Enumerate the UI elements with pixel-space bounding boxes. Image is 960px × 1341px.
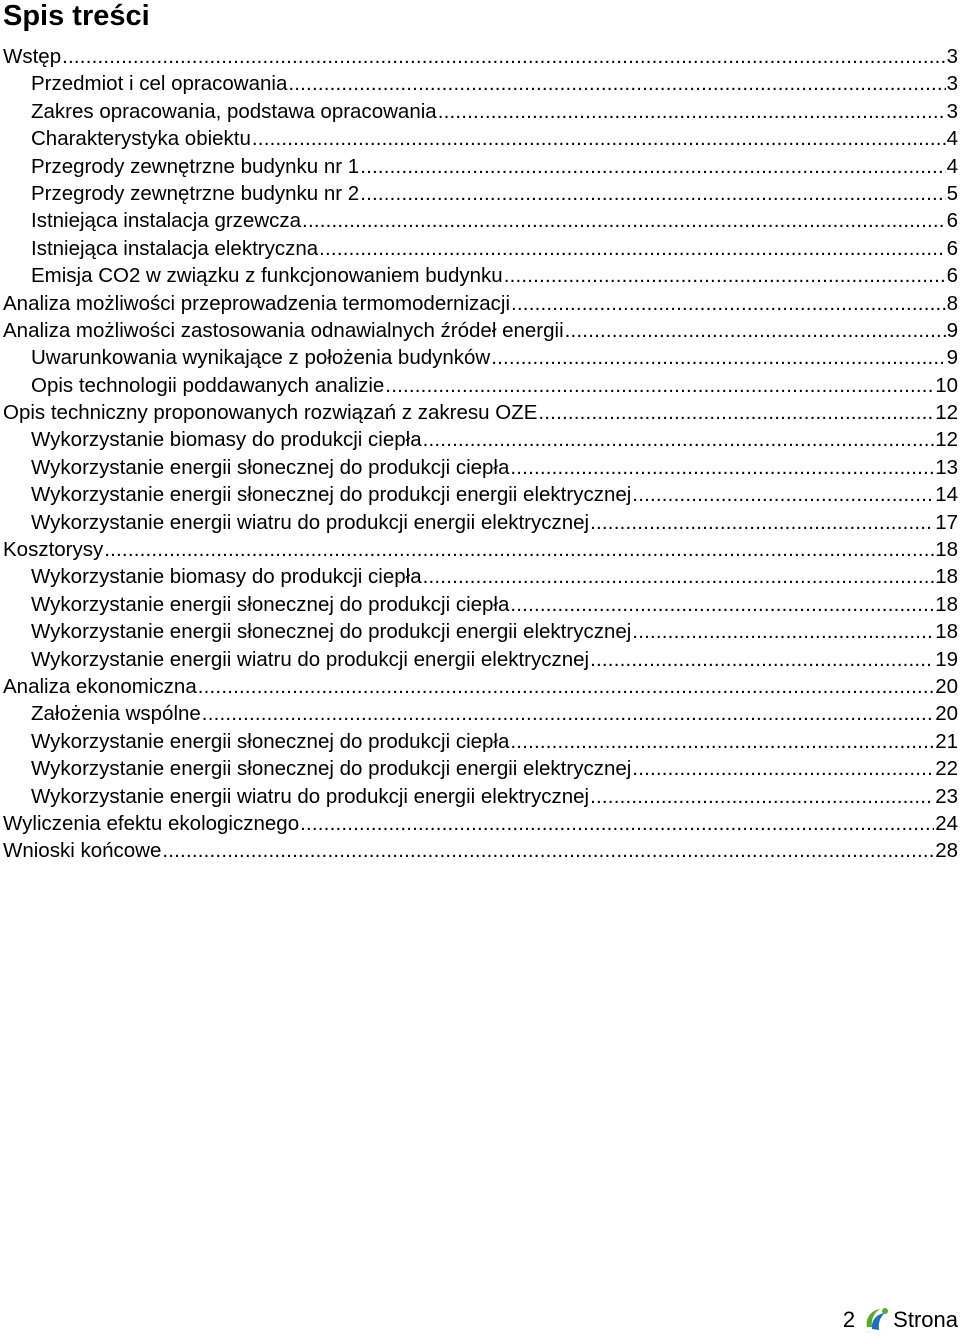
toc-entry-page-number: 24 — [935, 811, 958, 835]
toc-dot-leader — [302, 207, 946, 234]
toc-entry[interactable] — [0, 98, 960, 125]
toc-entry-page-number: 8 — [946, 291, 958, 315]
footer-page-number: 2 — [842, 1307, 856, 1332]
toc-dot-leader — [590, 783, 934, 810]
toc-entry-page-number: 10 — [935, 373, 958, 397]
toc-dot-leader — [162, 837, 934, 864]
toc-dot-leader — [300, 810, 934, 837]
toc-dot-leader — [510, 728, 934, 755]
toc-entry-page-number: 18 — [935, 565, 958, 589]
toc-dot-leader — [511, 290, 946, 317]
toc-dot-leader — [491, 344, 945, 371]
toc-entry[interactable] — [0, 262, 960, 289]
toc-entry[interactable] — [0, 290, 960, 317]
toc-entry[interactable] — [0, 618, 960, 645]
toc-entry-page-number: 13 — [935, 455, 958, 479]
toc-entry[interactable] — [0, 125, 960, 152]
toc-entry-title: Opis techniczny proponowanych rozwiązań z zakresu OZE — [3, 401, 538, 425]
footer-label: Strona — [893, 1307, 958, 1332]
toc-entry-page-number: 12 — [935, 428, 958, 452]
toc-entry-page-number: 14 — [935, 483, 958, 507]
toc-entry-page-number: 20 — [935, 702, 958, 726]
toc-entry-title: Wykorzystanie energii słonecznej do produkcji ciepła — [31, 592, 510, 616]
toc-entry-title: Wykorzystanie energii wiatru do produkcji energii elektrycznej — [31, 647, 590, 671]
toc-entry-title: Istniejąca instalacja grzewcza — [31, 209, 302, 233]
toc-entry-title: Wykorzystanie energii słonecznej do produkcji energii elektrycznej — [31, 757, 632, 781]
toc-dot-leader — [423, 563, 935, 590]
toc-entry[interactable] — [0, 673, 960, 700]
toc-dot-leader — [438, 98, 946, 125]
toc-entry[interactable] — [0, 783, 960, 810]
toc-entry-title: Analiza możliwości przeprowadzenia termomodernizacji — [3, 291, 511, 315]
toc-dot-leader — [385, 372, 934, 399]
toc-entry[interactable] — [0, 646, 960, 673]
table-of-contents — [0, 43, 960, 865]
toc-dot-leader — [288, 70, 945, 97]
toc-entry-page-number: 6 — [946, 209, 958, 233]
toc-entry-title: Wyliczenia efektu ekologicznego — [3, 811, 300, 835]
toc-entry-page-number: 9 — [946, 318, 958, 342]
toc-entry[interactable] — [0, 700, 960, 727]
toc-entry-title: Zakres opracowania, podstawa opracowania — [31, 99, 437, 123]
toc-entry-page-number: 20 — [935, 674, 958, 698]
toc-entry[interactable] — [0, 43, 960, 70]
toc-dot-leader — [104, 536, 934, 563]
toc-entry-page-number: 6 — [946, 236, 958, 260]
toc-entry-title: Wykorzystanie energii słonecznej do produkcji ciepła — [31, 455, 510, 479]
toc-entry-page-number: 21 — [935, 729, 958, 753]
toc-dot-leader — [590, 646, 934, 673]
toc-entry[interactable] — [0, 728, 960, 755]
toc-entry-title: Charakterystyka obiektu — [31, 127, 251, 151]
toc-entry[interactable] — [0, 153, 960, 180]
toc-dot-leader — [632, 755, 934, 782]
toc-entry-page-number: 4 — [946, 127, 958, 151]
toc-entry-title: Wykorzystanie energii słonecznej do produkcji ciepła — [31, 729, 510, 753]
toc-entry-title: Wykorzystanie energii wiatru do produkcji energii elektrycznej — [31, 510, 590, 534]
toc-entry-title: Przedmiot i cel opracowania — [31, 72, 288, 96]
toc-entry[interactable] — [0, 399, 960, 426]
toc-entry-title: Istniejąca instalacja elektryczna — [31, 236, 319, 260]
toc-dot-leader — [319, 235, 945, 262]
toc-entry[interactable] — [0, 372, 960, 399]
toc-dot-leader — [504, 262, 946, 289]
toc-entry-page-number: 6 — [946, 264, 958, 288]
toc-dot-leader — [510, 591, 934, 618]
toc-dot-leader — [198, 673, 934, 700]
toc-dot-leader — [360, 180, 945, 207]
toc-entry[interactable] — [0, 454, 960, 481]
toc-entry-title: Wykorzystanie biomasy do produkcji ciepła — [31, 565, 422, 589]
toc-entry-page-number: 9 — [946, 346, 958, 370]
toc-entry[interactable] — [0, 317, 960, 344]
toc-dot-leader — [423, 426, 935, 453]
toc-dot-leader — [360, 153, 945, 180]
toc-entry-title: Założenia wspólne — [31, 702, 201, 726]
toc-entry-title: Kosztorysy — [3, 538, 104, 562]
toc-entry-title: Wykorzystanie biomasy do produkcji ciepła — [31, 428, 422, 452]
toc-entry-page-number: 18 — [935, 592, 958, 616]
toc-entry-title: Wstęp — [3, 45, 62, 68]
toc-entry[interactable] — [0, 563, 960, 590]
toc-entry-page-number: 12 — [935, 401, 958, 425]
toc-entry[interactable] — [0, 509, 960, 536]
toc-dot-leader — [510, 454, 934, 481]
toc-dot-leader — [252, 125, 946, 152]
toc-entry[interactable] — [0, 755, 960, 782]
toc-entry-title: Analiza możliwości zastosowania odnawialnych źródeł energii — [3, 318, 564, 342]
toc-entry-page-number: 22 — [935, 757, 958, 781]
toc-entry-page-number: 5 — [946, 181, 958, 205]
toc-entry-page-number: 18 — [935, 538, 958, 562]
toc-entry[interactable] — [0, 536, 960, 563]
toc-entry-title: Przegrody zewnętrzne budynku nr 1 — [31, 154, 360, 178]
toc-entry[interactable] — [0, 426, 960, 453]
toc-entry-title: Wykorzystanie energii słonecznej do produkcji energii elektrycznej — [31, 620, 632, 644]
toc-entry[interactable] — [0, 481, 960, 508]
toc-entry[interactable] — [0, 837, 960, 864]
toc-entry-page-number: 17 — [935, 510, 958, 534]
toc-entry-title: Uwarunkowania wynikające z położenia budynków — [31, 346, 491, 370]
toc-entry-page-number: 3 — [946, 99, 958, 123]
toc-dot-leader — [632, 618, 934, 645]
toc-entry[interactable] — [0, 207, 960, 234]
toc-dot-leader — [538, 399, 934, 426]
globe-sun-logo-icon — [863, 1305, 891, 1335]
toc-entry-title: Analiza ekonomiczna — [3, 674, 197, 698]
toc-entry-title: Przegrody zewnętrzne budynku nr 2 — [31, 181, 360, 205]
toc-entry-page-number: 4 — [946, 154, 958, 178]
toc-entry-title: Opis technologii poddawanych analizie — [31, 373, 385, 397]
toc-entry-title: Wykorzystanie energii wiatru do produkcji energii elektrycznej — [31, 784, 590, 808]
toc-entry-title: Wykorzystanie energii słonecznej do produkcji energii elektrycznej — [31, 483, 632, 507]
toc-entry-page-number: 18 — [935, 620, 958, 644]
toc-dot-leader — [62, 43, 945, 70]
toc-entry[interactable] — [0, 810, 960, 837]
toc-dot-leader — [590, 509, 934, 536]
toc-entry-page-number: 28 — [935, 839, 958, 863]
toc-entry-page-number: 3 — [946, 45, 958, 68]
toc-dot-leader — [202, 700, 934, 727]
toc-entry[interactable] — [0, 591, 960, 618]
toc-entry-title: Wnioski końcowe — [3, 839, 162, 863]
toc-entry-page-number: 19 — [935, 647, 958, 671]
toc-dot-leader — [565, 317, 946, 344]
toc-entry-page-number: 23 — [935, 784, 958, 808]
toc-entry[interactable] — [0, 235, 960, 262]
toc-dot-leader — [632, 481, 934, 508]
toc-entry[interactable] — [0, 344, 960, 371]
toc-entry-title: Emisja CO2 w związku z funkcjonowaniem budynku — [31, 264, 503, 288]
toc-entry[interactable] — [0, 180, 960, 207]
toc-entry-page-number: 3 — [946, 72, 958, 96]
toc-entry[interactable] — [0, 70, 960, 97]
page-footer — [843, 1305, 958, 1335]
page-title: Spis treści — [3, 0, 150, 32]
